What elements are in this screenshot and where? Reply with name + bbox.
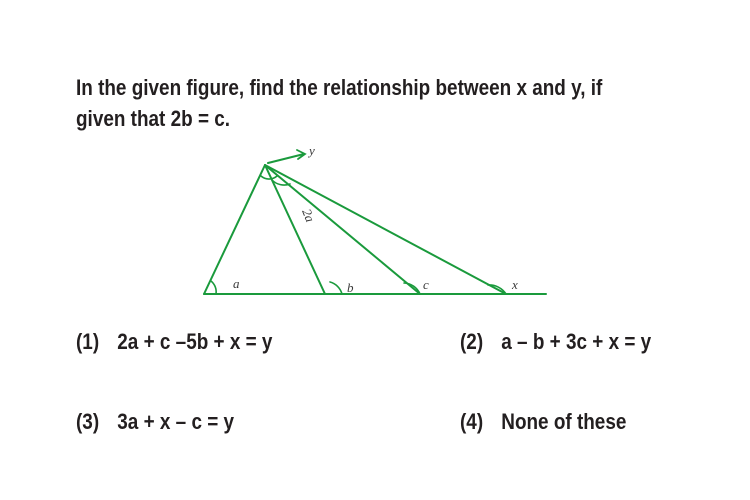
- angle-arc-b: [330, 282, 342, 294]
- option-2-number: (2): [460, 329, 484, 354]
- option-1-text: 2a + c –5b + x = y: [117, 329, 273, 354]
- option-2[interactable]: [460, 329, 651, 355]
- label-2a: 2a: [299, 206, 318, 225]
- question-line-1: In the given figure, find the relationship between x and y, if: [76, 75, 603, 100]
- label-b: b: [347, 280, 354, 295]
- option-4-text: None of these: [501, 409, 627, 434]
- option-1[interactable]: [76, 329, 272, 355]
- option-1-number: (1): [76, 329, 100, 354]
- option-2-text: a – b + 3c + x = y: [501, 329, 652, 354]
- option-3-text: 3a + x – c = y: [117, 409, 235, 434]
- option-4[interactable]: [460, 409, 626, 435]
- angle-arc-a: [211, 281, 216, 294]
- option-3-number: (3): [76, 409, 100, 434]
- question-line-2: given that 2b = c.: [76, 106, 231, 131]
- label-c: c: [423, 277, 429, 292]
- segment-x: [265, 165, 506, 294]
- option-4-number: (4): [460, 409, 484, 434]
- angle-arc-top: [261, 176, 277, 179]
- label-y: y: [309, 143, 315, 158]
- left-side: [204, 165, 265, 294]
- segment-b: [265, 165, 325, 294]
- label-x: x: [512, 277, 518, 292]
- label-a: a: [233, 276, 240, 291]
- option-3[interactable]: [76, 409, 234, 435]
